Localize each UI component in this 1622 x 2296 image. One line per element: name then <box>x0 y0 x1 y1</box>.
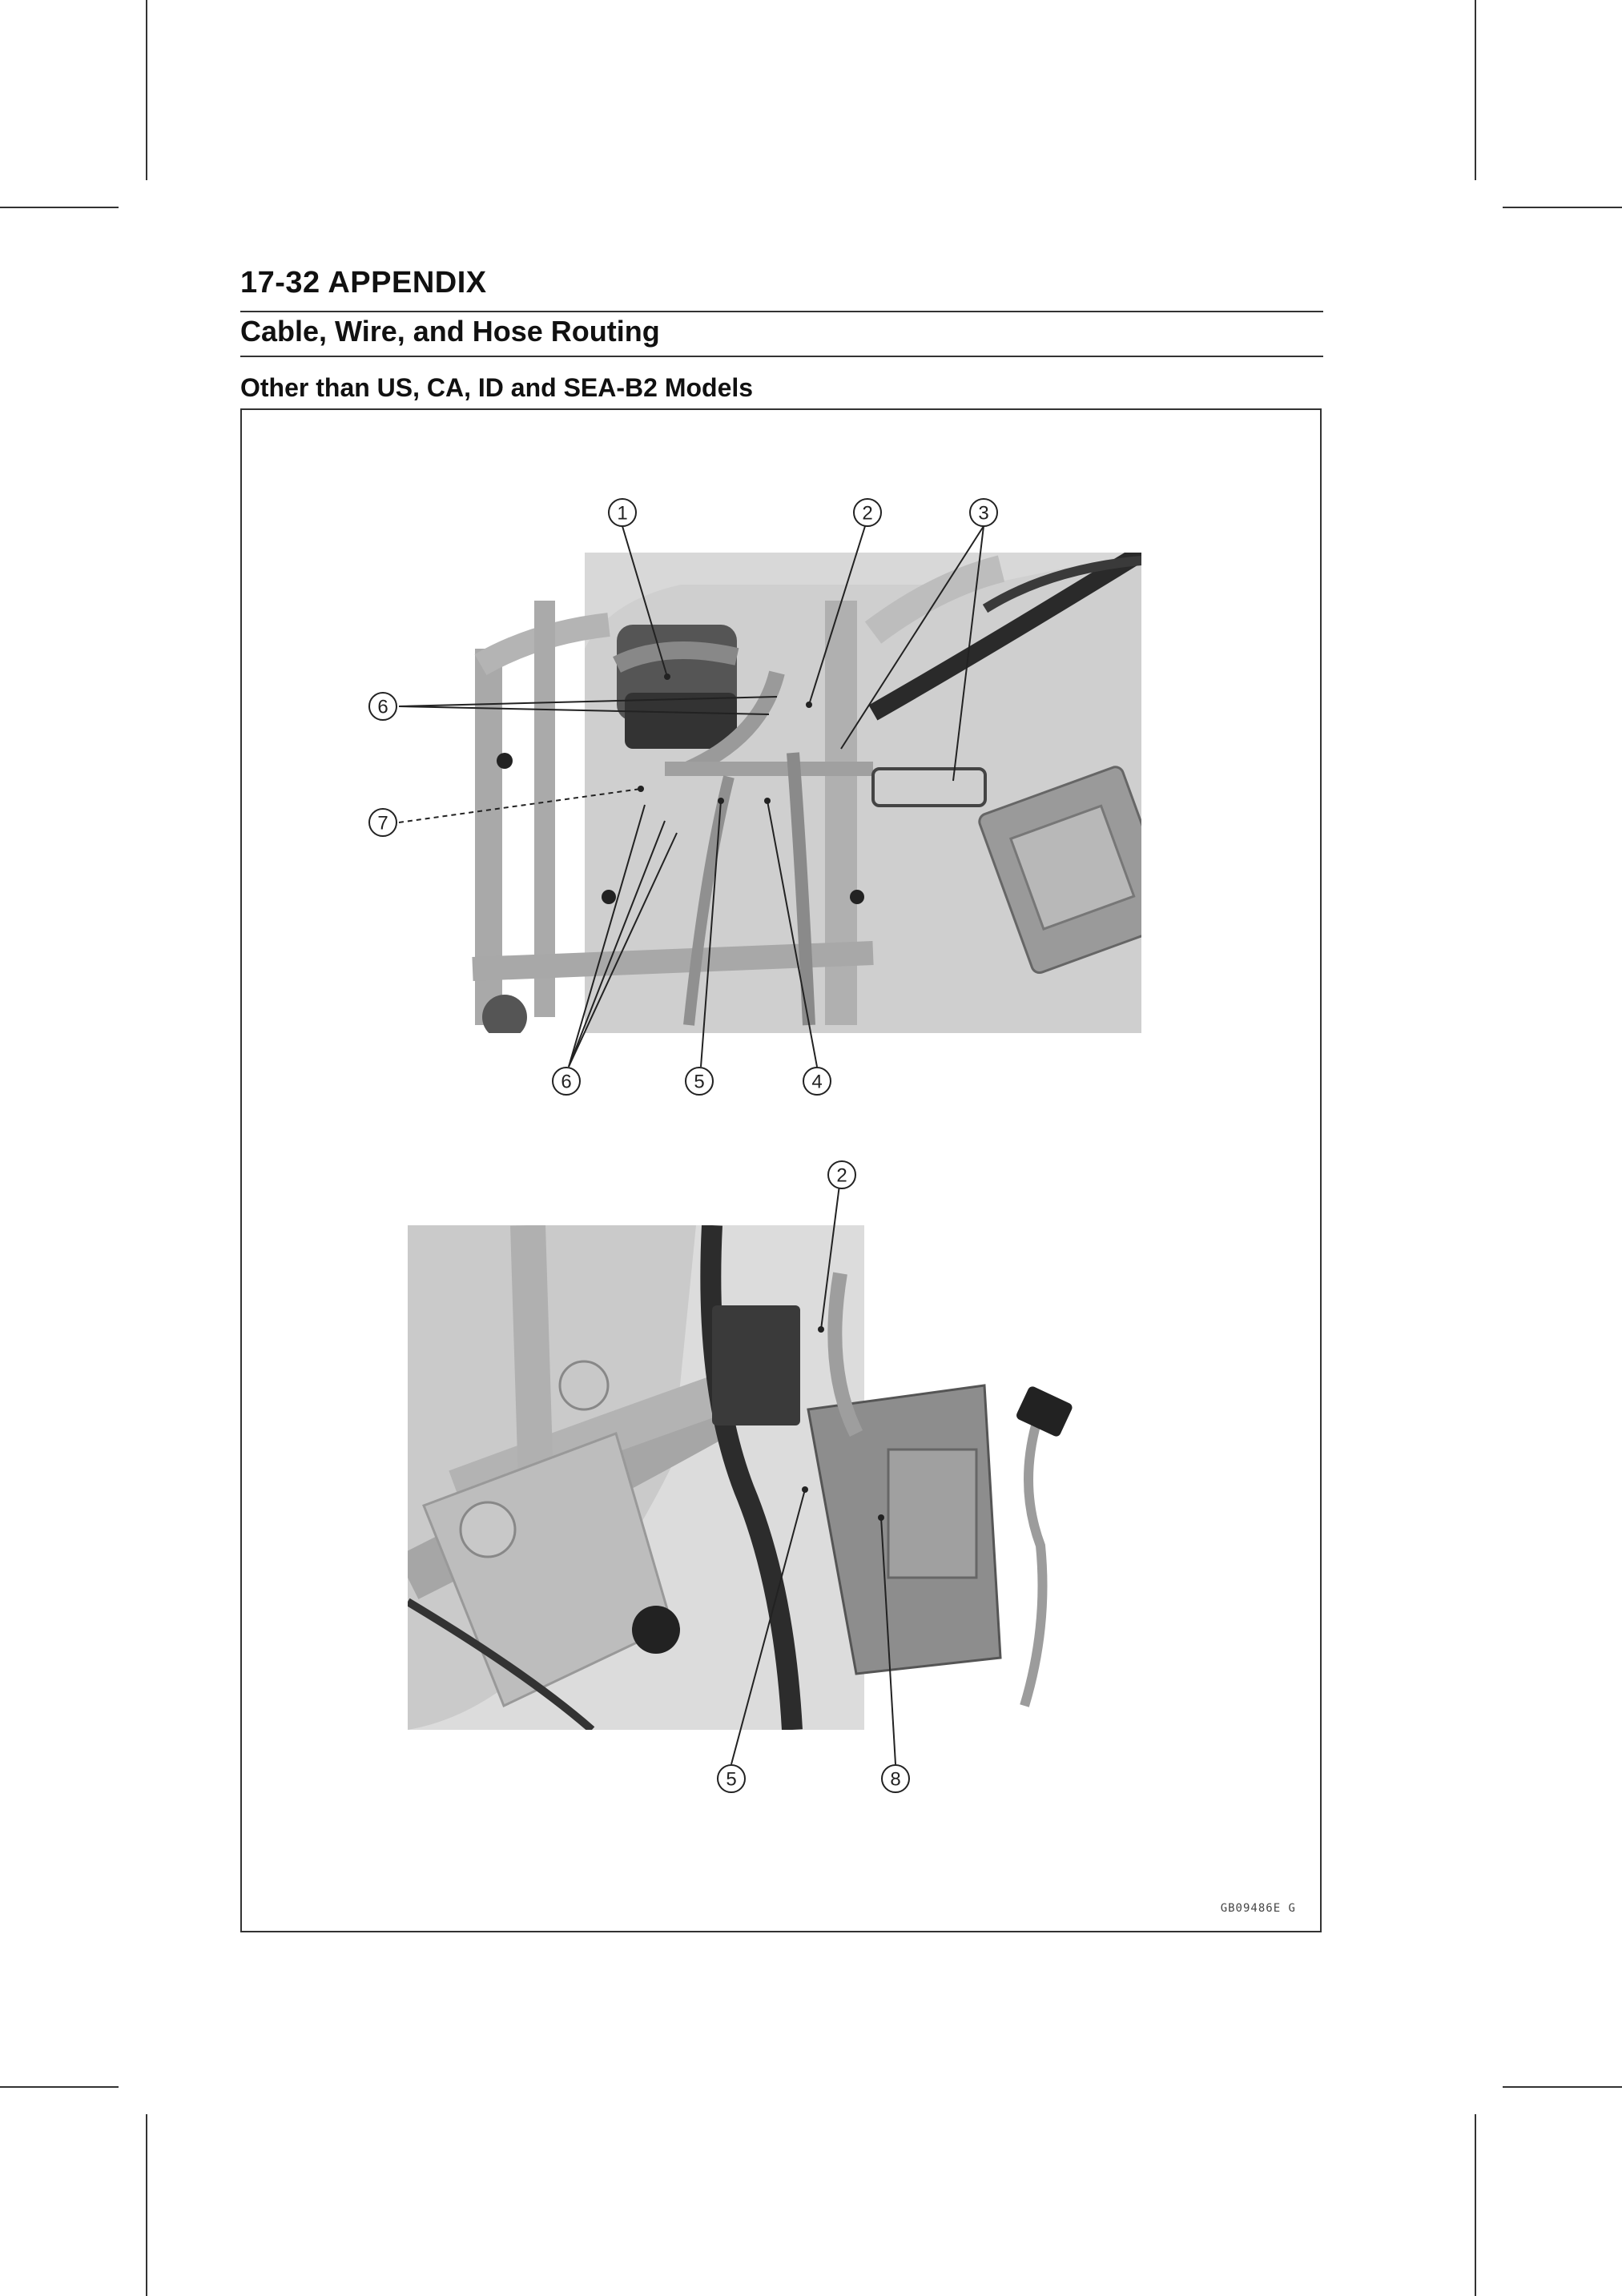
callout-3: 3 <box>978 502 989 525</box>
callout-6-lower: 6 <box>561 1071 572 1093</box>
callout-6-upper: 6 <box>377 696 388 718</box>
callout-1: 1 <box>617 502 628 525</box>
callout-7: 7 <box>377 812 388 834</box>
callout-2-bottom: 2 <box>836 1164 847 1187</box>
page-header: 17-32 APPENDIX <box>240 266 487 300</box>
figure-caption: Other than US, CA, ID and SEA-B2 Models <box>240 373 754 402</box>
callout-5-bottom: 5 <box>726 1768 737 1791</box>
callout-8: 8 <box>890 1768 901 1791</box>
callout-5-top: 5 <box>694 1071 705 1093</box>
callout-4: 4 <box>811 1071 823 1093</box>
figure-code: GB09486E G <box>1220 1902 1296 1915</box>
callout-2-top: 2 <box>862 502 873 525</box>
section-title: Cable, Wire, and Hose Routing <box>240 315 660 348</box>
